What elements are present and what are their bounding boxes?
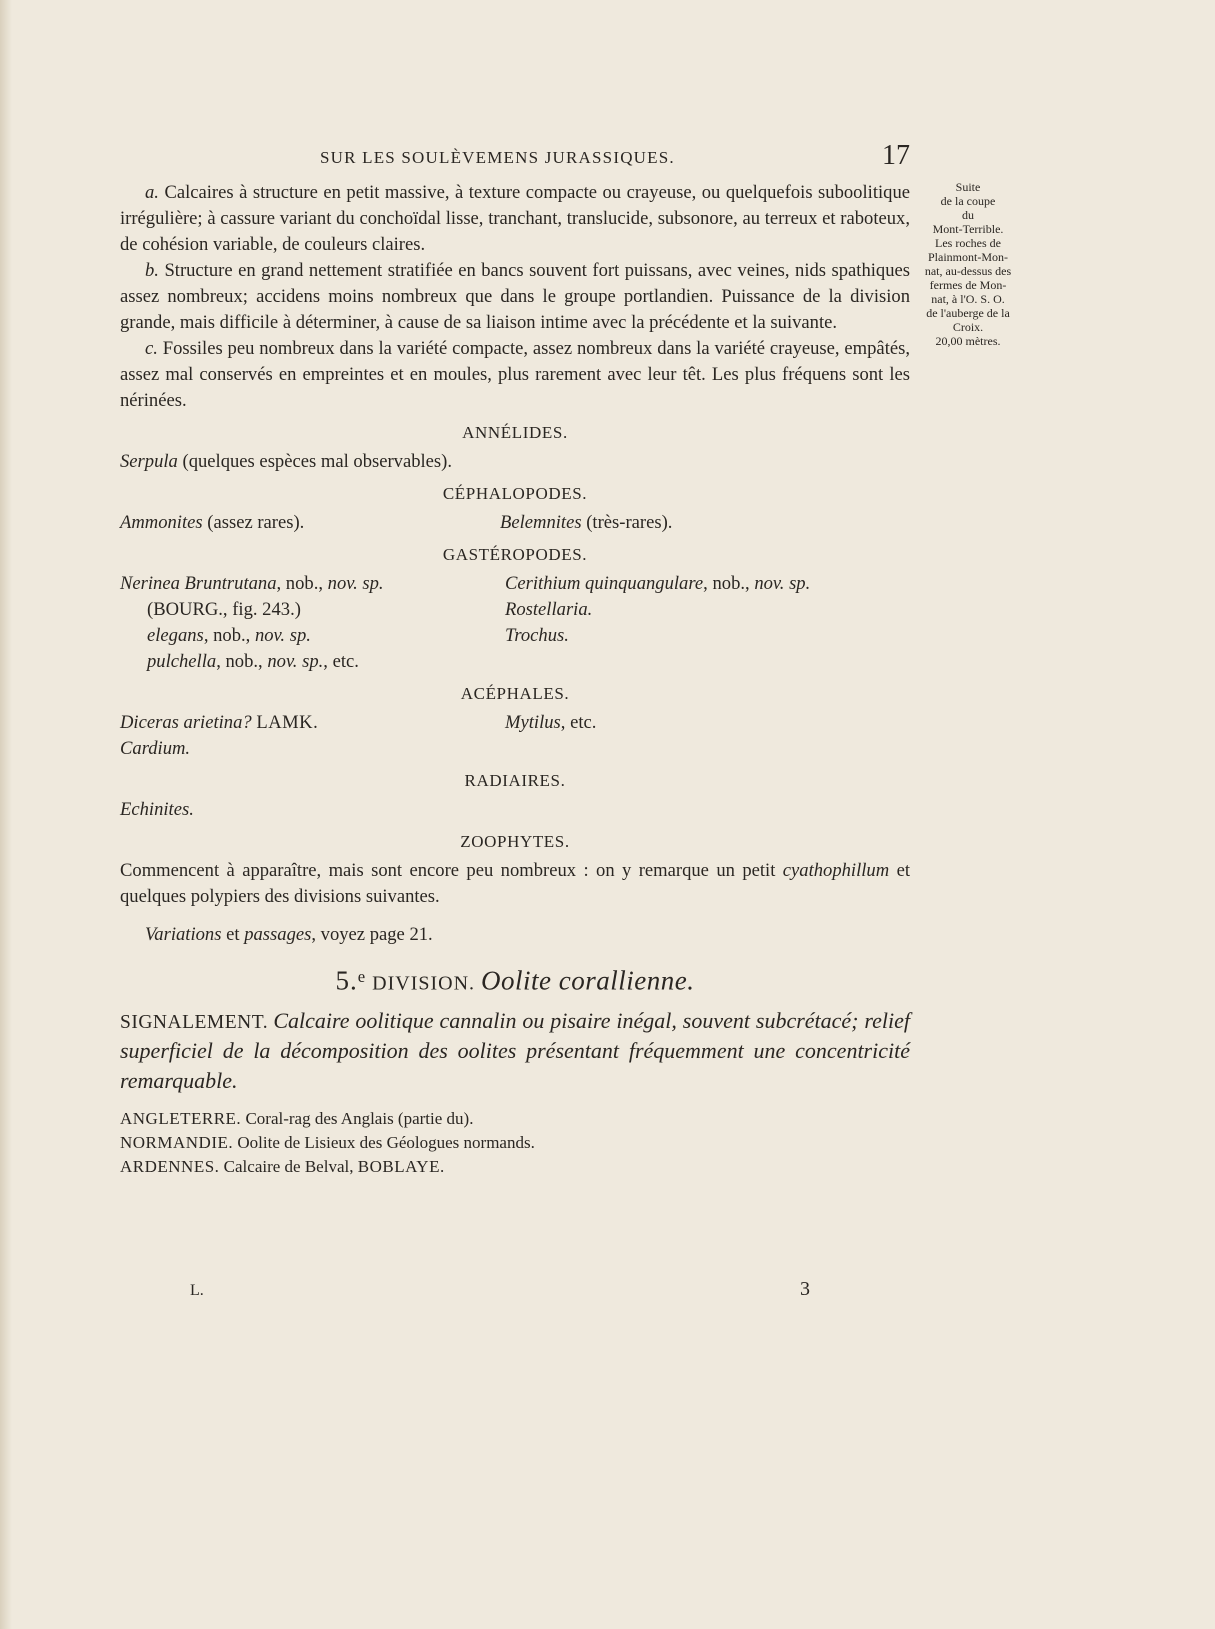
locality-country: NORMANDIE. <box>120 1132 234 1152</box>
fossil-row <box>120 797 910 823</box>
margin-line: fermes de Mon- <box>929 278 1007 292</box>
running-header <box>320 140 910 178</box>
margin-line: Mont-Terrible. <box>932 222 1004 236</box>
margin-line: Les roches de <box>935 236 1001 250</box>
signature-mark: L. <box>190 1282 204 1299</box>
fossil-author: , nob., <box>276 573 328 594</box>
fossil-row <box>120 649 910 675</box>
fossil-author: , nob., <box>703 573 755 594</box>
fossil-name: Rostellaria. <box>505 599 593 620</box>
heading-annelides: ANNÉLIDES. <box>462 423 568 442</box>
signalement-label: SIGNALEMENT. <box>120 1011 269 1033</box>
margin-line: de l'auberge de la <box>926 306 1010 320</box>
fossil-row <box>120 710 910 736</box>
running-title: SUR LES SOULÈVEMENS JURASSIQUES. <box>320 148 675 167</box>
paragraph-text: Calcaires à structure en petit massive, à texture compacte ou crayeuse, ou quelquefois suboolitique irrégulière; à cassure variant du conchoïdal lisse, tranchant, translucide, subsonore, au terreux et raboteux, de cohésion variable, de couleurs claires. <box>120 182 910 255</box>
fossil-name: pulchella <box>147 651 217 672</box>
fossil-row <box>120 449 910 475</box>
fossil-note: (assez rares). <box>207 512 305 533</box>
paragraph-letter: c. <box>145 338 158 359</box>
fossil-name: Cardium. <box>120 738 191 759</box>
fossil-nov: nov. sp. <box>267 651 324 672</box>
fossil-row <box>120 623 910 649</box>
locality <box>120 1107 910 1131</box>
fossil-author: , nob., <box>203 625 255 646</box>
margin-line: de la coupe <box>940 194 996 208</box>
fossil-etc: , etc. <box>323 651 359 672</box>
variations-line: Variations et passages, voyez page 21. <box>145 924 433 945</box>
signalement-text: Calcaire oolitique cannalin ou pisaire inégal, souvent subcrétacé; relief superficiel de la décomposition des oolites présentant fréquemment une concentricité remarquable. <box>120 1007 910 1093</box>
paragraph-text: Fossiles peu nombreux dans la variété compacte, assez nombreux dans la variété crayeuse, empâtés, assez mal conservés en empreintes et en moules, plus rarement avec leur têt. Les plus fréquens sont les nérinées. <box>120 338 910 411</box>
fossil-name: Diceras arietina? <box>120 712 252 733</box>
fossil-reference: (BOURG., fig. 243.) <box>147 599 301 620</box>
paragraph-a <box>120 180 910 258</box>
page-edge <box>0 0 12 1629</box>
signalement <box>120 1007 910 1097</box>
margin-line: Croix. <box>952 320 984 334</box>
margin-line: du <box>962 208 974 222</box>
fossil-nov: nov. sp. <box>327 573 384 594</box>
paragraph-letter: b. <box>145 260 159 281</box>
fossil-name: Echinites. <box>120 799 194 820</box>
locality-text: Coral-rag des Anglais (partie du). <box>245 1108 474 1128</box>
margin-line: 20,00 mètres. <box>935 334 1001 348</box>
locality <box>120 1155 910 1179</box>
fossil-row <box>120 510 910 536</box>
margin-line: Suite <box>955 180 981 194</box>
division-title: 5.$^e$ DIVISION. Oolite corallienne. <box>335 965 695 996</box>
sheet-number: 3 <box>800 1278 810 1300</box>
locality-text: Calcaire de Belval, <box>223 1156 358 1176</box>
fossil-name: Belemnites <box>500 512 582 533</box>
margin-line: nat, au-dessus des <box>924 264 1012 278</box>
fossil-note: (quelques espèces mal observables). <box>182 451 453 472</box>
fossil-author: LAMK. <box>256 712 319 733</box>
fossil-row <box>120 736 910 762</box>
locality-country: ANGLETERRE. <box>120 1108 242 1128</box>
locality <box>120 1131 910 1155</box>
fossil-note: (très-rares). <box>586 512 673 533</box>
fossil-name: Trochus. <box>505 625 569 646</box>
paragraph-c <box>120 336 910 414</box>
locality-country: ARDENNES. <box>120 1156 220 1176</box>
paragraph-text: Structure en grand nettement stratifiée en bancs souvent fort puissans, avec veines, nids spathiques assez nombreux; accidens moins nombreux que dans le groupe portlandien. Puissance de la division grande, mais difficile à déterminer, à cause de sa liaison intime avec la précédente et la suivante. <box>120 260 910 333</box>
fossil-row <box>120 597 910 623</box>
margin-line: Plainmont-Mon- <box>928 250 1008 264</box>
main-text <box>120 180 910 1179</box>
paragraph-b <box>120 258 910 336</box>
fossil-author: , nob., <box>216 651 268 672</box>
locality-text: Oolite de Lisieux des Géologues normands. <box>237 1132 535 1152</box>
paragraph-letter: a. <box>145 182 159 203</box>
fossil-row <box>120 571 910 597</box>
margin-note <box>918 180 1018 348</box>
page-number: 17 <box>882 140 910 171</box>
margin-line: nat, à l'O. S. O. <box>931 292 1005 306</box>
fossil-name: Serpula <box>120 451 178 472</box>
heading-gasteropodes: GASTÉROPODES. <box>442 545 588 564</box>
fossil-nov: nov. sp. <box>754 573 811 594</box>
fossil-name: Ammonites <box>120 512 203 533</box>
fossil-name: Mytilus <box>505 712 561 733</box>
fossil-etc: , etc. <box>560 712 597 733</box>
heading-zoophytes: ZOOPHYTES. <box>460 832 570 851</box>
fossil-name: elegans <box>147 625 204 646</box>
fossil-name: cyathophillum <box>782 860 890 881</box>
heading-radiaires: RADIAIRES. <box>464 771 566 790</box>
locality-author: BOBLAYE. <box>357 1156 445 1176</box>
heading-acephales: ACÉPHALES. <box>460 684 570 703</box>
zoophytes-text: Commencent à apparaître, mais sont encore peu nombreux : on y remarque un petit cyathophillum et quelques polypiers des divisions suivantes. <box>120 860 910 907</box>
fossil-name: Nerinea Bruntrutana <box>120 573 277 594</box>
fossil-name: Cerithium quinquangulare <box>505 573 704 594</box>
heading-cephalopodes: CÉPHALOPODES. <box>442 484 588 503</box>
fossil-nov: nov. sp. <box>254 625 311 646</box>
